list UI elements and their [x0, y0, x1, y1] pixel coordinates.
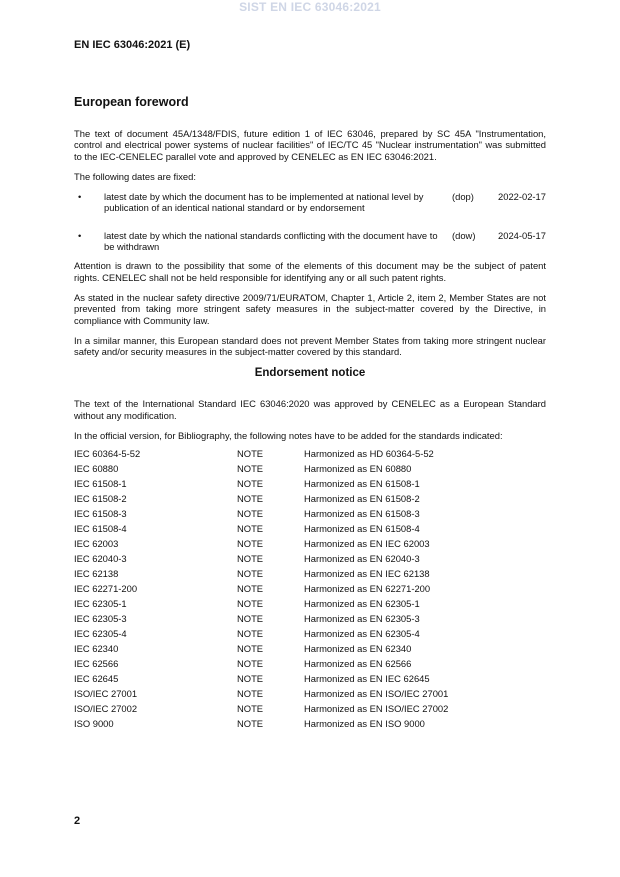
harmonized-cell: Harmonized as EN 61508-3	[304, 508, 420, 520]
standard-cell: ISO/IEC 27002	[74, 703, 138, 715]
standard-cell: IEC 62305-4	[74, 628, 127, 640]
directive-paragraph: As stated in the nuclear safety directive 2009/71/EURATOM, Chapter 1, Article 2, item 2, Member States are not prevented from taking more stringent safety measures in the subject-matter covered by the Directive, in compliance with Community law.	[74, 291, 546, 326]
table-row	[74, 463, 546, 478]
similar-manner-paragraph: In a similar manner, this European standard does not prevent Member States from taking more stringent nuclear safety and/or security measures in the subject-matter covered by this standard.	[74, 334, 546, 358]
standard-cell: IEC 60364-5-52	[74, 448, 141, 460]
table-row	[74, 478, 546, 493]
harmonized-cell: Harmonized as EN 62040-3	[304, 553, 420, 565]
endorsement-title: Endorsement notice	[254, 367, 366, 380]
note-cell: NOTE	[237, 643, 264, 655]
table-row	[74, 553, 546, 568]
date-description: latest date by which the national standards conflicting with the document have to be withdrawn	[104, 229, 438, 253]
harmonized-cell: Harmonized as EN ISO/IEC 27001	[304, 688, 449, 700]
document-id-header: EN IEC 63046:2021 (E)	[74, 39, 191, 51]
date-value: 2022-02-17	[498, 191, 546, 203]
standard-cell: IEC 61508-1	[74, 478, 127, 490]
note-cell: NOTE	[237, 718, 264, 730]
harmonized-cell: Harmonized as EN IEC 62138	[304, 568, 430, 580]
harmonized-cell: Harmonized as EN ISO 9000	[304, 718, 425, 730]
table-row	[74, 523, 546, 538]
note-cell: NOTE	[237, 628, 264, 640]
standard-cell: IEC 61508-2	[74, 493, 127, 505]
foreword-paragraph: The text of document 45A/1348/FDIS, future edition 1 of IEC 63046, prepared by SC 45A "Instrumentation, control and electrical power systems of nuclear facilities" of IEC/TC 45 "Nuclear instrumentation" was submitted to the IEC-CENELEC parallel vote and approved by CENELEC as EN IEC 63046:2021.	[74, 128, 546, 162]
harmonized-cell: Harmonized as EN 61508-4	[304, 523, 420, 535]
table-row	[74, 598, 546, 613]
harmonized-cell: Harmonized as EN 62305-3	[304, 613, 420, 625]
standard-cell: ISO/IEC 27001	[74, 688, 138, 700]
standard-cell: IEC 60880	[74, 463, 119, 475]
table-row	[74, 613, 546, 628]
standard-cell: IEC 62138	[74, 568, 119, 580]
harmonized-cell: Harmonized as EN 61508-1	[304, 478, 420, 490]
note-cell: NOTE	[237, 673, 264, 685]
harmonized-cell: Harmonized as EN 62305-1	[304, 598, 420, 610]
harmonized-cell: Harmonized as EN 62271-200	[304, 583, 431, 595]
harmonized-cell: Harmonized as EN IEC 62003	[304, 538, 430, 550]
bullet-icon: •	[78, 229, 82, 241]
table-row	[74, 493, 546, 508]
endorsement-paragraph: The text of the International Standard IEC 63046:2020 was approved by CENELEC as a European Standard without any modification.	[74, 398, 546, 421]
bullet-icon: •	[78, 191, 82, 203]
date-value: 2024-05-17	[498, 229, 546, 241]
foreword-title: European foreword	[74, 95, 189, 109]
watermark: SIST EN IEC 63046:2021	[239, 0, 381, 14]
note-cell: NOTE	[237, 523, 264, 535]
note-cell: NOTE	[237, 703, 264, 715]
harmonized-cell: Harmonized as EN 62340	[304, 643, 412, 655]
note-cell: NOTE	[237, 568, 264, 580]
standard-cell: IEC 62040-3	[74, 553, 127, 565]
table-row	[74, 538, 546, 553]
note-cell: NOTE	[237, 658, 264, 670]
table-row	[74, 658, 546, 673]
harmonized-cell: Harmonized as EN 61508-2	[304, 493, 420, 505]
note-cell: NOTE	[237, 553, 264, 565]
standard-cell: IEC 62271-200	[74, 583, 138, 595]
table-row	[74, 628, 546, 643]
bibliography-intro: In the official version, for Bibliography, the following notes have to be added for the standards indicated:	[74, 430, 503, 442]
harmonized-cell: Harmonized as HD 60364-5-52	[304, 448, 434, 460]
standard-cell: IEC 62645	[74, 673, 119, 685]
table-row	[74, 718, 546, 733]
patent-paragraph: Attention is drawn to the possibility that some of the elements of this document may be the subject of patent rights. CENELEC shall not be held responsible for identifying any or all such patent rights.	[74, 260, 546, 283]
note-cell: NOTE	[237, 598, 264, 610]
note-cell: NOTE	[237, 508, 264, 520]
table-row	[74, 508, 546, 523]
table-row	[74, 703, 546, 718]
note-cell: NOTE	[237, 583, 264, 595]
standard-cell: IEC 61508-4	[74, 523, 127, 535]
harmonized-cell: Harmonized as EN 62566	[304, 658, 412, 670]
note-cell: NOTE	[237, 448, 264, 460]
standard-cell: IEC 62305-1	[74, 598, 127, 610]
note-cell: NOTE	[237, 688, 264, 700]
table-row	[74, 673, 546, 688]
note-cell: NOTE	[237, 538, 264, 550]
table-row	[74, 448, 546, 463]
table-row	[74, 643, 546, 658]
standard-cell: IEC 62003	[74, 538, 119, 550]
table-row	[74, 688, 546, 703]
note-cell: NOTE	[237, 613, 264, 625]
standard-cell: IEC 62305-3	[74, 613, 127, 625]
standard-cell: IEC 62340	[74, 643, 119, 655]
note-cell: NOTE	[237, 463, 264, 475]
note-cell: NOTE	[237, 478, 264, 490]
page-number: 2	[74, 815, 81, 827]
standard-cell: IEC 62566	[74, 658, 119, 670]
harmonized-cell: Harmonized as EN 62305-4	[304, 628, 420, 640]
table-row	[74, 583, 546, 598]
date-code: (dow)	[452, 229, 476, 241]
standard-cell: ISO 9000	[74, 718, 114, 730]
table-row	[74, 568, 546, 583]
list-item	[74, 230, 546, 253]
note-cell: NOTE	[237, 493, 264, 505]
dates-intro: The following dates are fixed:	[74, 170, 196, 182]
date-description: latest date by which the document has to be implemented at national level by publication of an identical national standard or by endorsement	[104, 191, 424, 214]
dates-list	[74, 191, 546, 252]
notes-table	[74, 448, 546, 733]
standard-cell: IEC 61508-3	[74, 508, 127, 520]
harmonized-cell: Harmonized as EN 60880	[304, 463, 412, 475]
list-item	[74, 191, 546, 214]
harmonized-cell: Harmonized as EN IEC 62645	[304, 673, 430, 685]
date-code: (dop)	[452, 191, 474, 203]
page-content	[74, 95, 546, 733]
harmonized-cell: Harmonized as EN ISO/IEC 27002	[304, 703, 449, 715]
